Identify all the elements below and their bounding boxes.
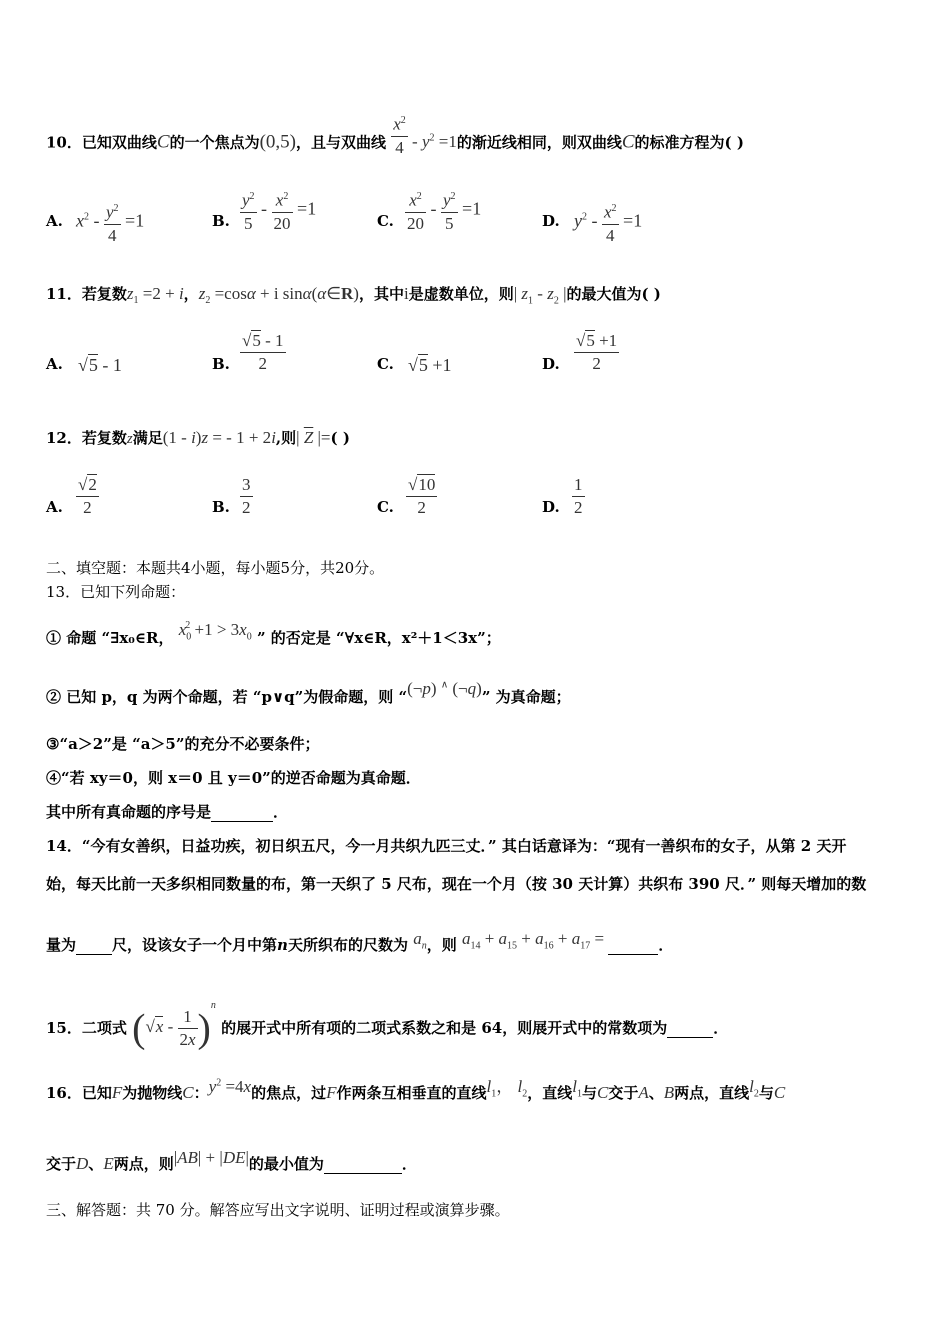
q12-option-a-label: A. (46, 498, 63, 516)
q16-line-2: 交于D、E两点，则|AB| + |DE|的最小值为 ． (46, 1148, 417, 1173)
q12-option-c-label: C. (377, 498, 394, 516)
q12-option-c-formula: $\frac{√10}{2}$ (408, 475, 436, 517)
q16-line-1: 16．已知F为抛物线C：$y^2 =4x$的焦点，过F作两条互相垂直的直线$l_1$， $l_2$，直线$l_1$与C交于A、B两点，直线$l_2$与C (46, 1077, 786, 1102)
q14-line-3: 量为 尺，设该女子一个月中第n天所织布的尺数为 $a_n$，则 $a_{14} + a_{15} + a_{16} + a_{17}$ = ． (46, 929, 674, 954)
q14-answer-blank-2[interactable] (608, 936, 658, 955)
q14-line-1: 14．“今有女善织，日益功疾，初日织五尺，今一月共织九匹三丈．” 其白话意译为：“现有一善织布的女子，从第 2 天开 (46, 837, 847, 855)
q16-answer-blank[interactable] (324, 1155, 402, 1174)
q12-option-a-formula: $\frac{√2}{2}$ (78, 475, 97, 517)
q11-option-c-label: C. (377, 355, 394, 373)
q12-option-d-label: D. (542, 498, 560, 516)
q10-option-b-label: B. (212, 212, 230, 230)
q10-option-a-formula: $x^2$ - $\frac{y^2}{4}$ =1 (76, 198, 144, 247)
hyperbola-fraction: $\frac{x^2}{4}$ (391, 110, 408, 159)
q12-option-b-label: B. (212, 498, 230, 516)
q13-intro: 13．已知下列命题： (46, 583, 186, 601)
section-2-title: 二、填空题：本题共4小题，每小题5分，共20分。 (46, 559, 385, 577)
q10-stem: 10．已知双曲线C的一个焦点为(0,5)，且与双曲线 $\frac{x^2}{4}$ - $y^2 =1$的渐近线相同，则双曲线C的标准方程为( ) (46, 128, 744, 159)
q11-option-d-label: D. (542, 355, 560, 373)
q13-proposition-1: ① 命题 “∃x₀∈R， $x_0^2 +1 > 3x_0$ ” 的否定是 “∀x∈R，x²＋1＜3x”； (46, 620, 501, 647)
q12-option-d-formula: $\frac{1}{2}$ (574, 475, 583, 517)
q15-answer-blank[interactable] (667, 1019, 713, 1038)
q12-option-b-formula: $\frac{3}{2}$ (242, 475, 251, 517)
q13-answer-blank[interactable] (211, 803, 273, 822)
q11-option-a-formula: √5 - 1 (78, 355, 122, 375)
q15-stem: 15．二项式 (√x - $\frac{1}{2x}$ )$^n$ 的展开式中所有项的二项式系数之和是 64，则展开式中的常数项为 ． (46, 1000, 729, 1051)
section-3-title: 三、解答题：共 70 分。解答应写出文字说明、证明过程或演算步骤。 (46, 1201, 510, 1219)
q13-question: 其中所有真命题的序号是 ． (46, 803, 289, 821)
q11-option-b-label: B. (212, 355, 230, 373)
q11-option-c-formula: √5 +1 (408, 355, 452, 375)
q10-option-b-formula: $\frac{y^2}{5}$ - $\frac{x^2}{20}$ =1 (240, 186, 316, 235)
q13-proposition-4: ④“若 xy＝0，则 x＝0 且 y＝0”的逆否命题为真命题． (46, 769, 421, 787)
binomial-expression: (√x - $\frac{1}{2x}$ )$^n$ (132, 1000, 216, 1051)
q10-option-d-label: D. (542, 212, 560, 230)
q12-stem: 12．若复数z满足(1 - i)z = - 1 + 2i,则| $\overline{Z}$ |=( ) (46, 428, 350, 447)
q11-stem: 11．若复数$z_1 =2 + i$，$z_2 =\cos\alpha + i$ sinα(α∈R)，其中i是虚数单位，则| $z_1 - z_2$ |的最大值为( ) (46, 284, 661, 307)
q10-option-d-formula: $y^2$ - $\frac{x^2}{4}$ =1 (574, 198, 642, 247)
q11-option-b-formula: $\frac{√5 - 1}{2}$ (242, 331, 284, 373)
q11-option-a-label: A. (46, 355, 63, 373)
q14-answer-blank-1[interactable] (76, 936, 112, 955)
q13-proposition-2: ② 已知 p，q 为两个命题，若 “p∨q”为假命题，则 “(¬p) ∧ (¬q)” 为真命题； (46, 679, 571, 706)
q10-option-c-formula: $\frac{x^2}{20}$ - $\frac{y^2}{5}$ =1 (405, 186, 481, 235)
q10-option-c-label: C. (377, 212, 394, 230)
q11-option-d-formula: $\frac{√5 +1}{2}$ (576, 331, 618, 373)
q10-option-a-label: A. (46, 212, 63, 230)
q14-line-2: 始，每天比前一天多织相同数量的布，第一天织了 5 尺布，现在一个月（按 30 天计算）共织布 390 尺．” 则每天增加的数 (46, 875, 867, 893)
q13-proposition-3: ③“a＞2”是 “a＞5”的充分不必要条件； (46, 735, 320, 753)
